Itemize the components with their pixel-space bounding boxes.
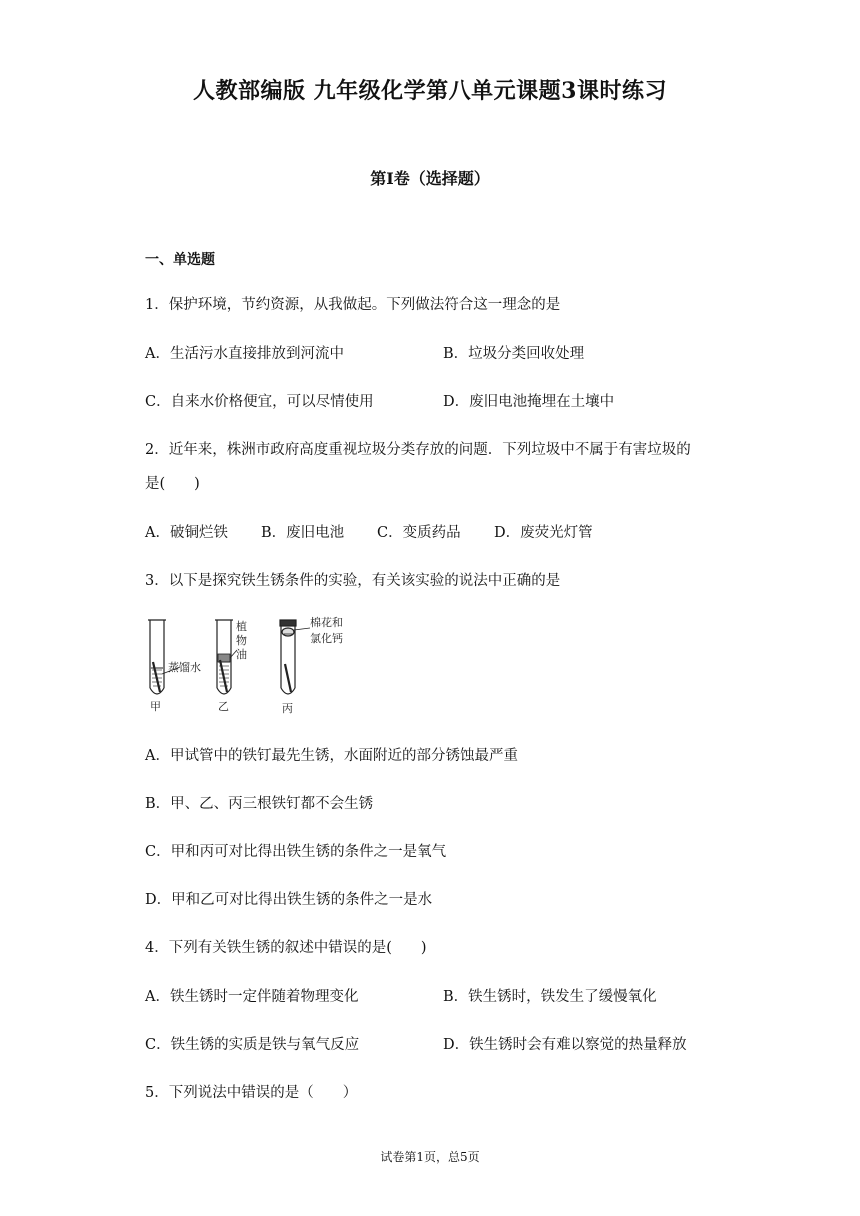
label-yi: 乙 [218,700,229,713]
question-2-stem: 2．近年来，株洲市政府高度重视垃圾分类存放的问题．下列垃圾中不属于有害垃圾的 [145,442,691,458]
question-3-option-d: D．甲和乙可对比得出铁生锈的条件之一是水 [145,892,433,908]
question-1-stem: 1．保护环境，节约资源，从我做起。下列做法符合这一理念的是 [145,297,561,313]
question-4-option-a: A．铁生锈时一定伴随着物理变化 [145,989,359,1005]
question-2-option-b: B．废旧电池 [261,525,345,541]
question-1-option-d: D．废旧电池掩埋在土壤中 [443,394,615,410]
rust-experiment-figure [140,614,370,716]
label-cotton-1: 棉花和 [310,616,343,629]
question-3-option-a: A．甲试管中的铁钉最先生锈，水面附近的部分锈蚀最严重 [145,748,518,764]
question-2-option-c: C．变质药品 [377,525,461,541]
label-vegetable-oil-1: 植 [236,620,247,633]
label-distilled-water: 蒸馏水 [168,661,201,674]
question-4-option-d: D．铁生锈时会有难以察觉的热量释放 [443,1037,687,1053]
page-title: 人教部编版 九年级化学第八单元课题3课时练习 [193,78,667,104]
question-1-option-c: C．自来水价格便宜，可以尽情使用 [145,394,374,410]
test-tube-bing [280,620,296,694]
page-footer: 试卷第1页，总5页 [380,1150,480,1164]
question-4-option-c: C．铁生锈的实质是铁与氧气反应 [145,1037,360,1053]
label-jia: 甲 [150,700,161,713]
question-2-option-a: A．破铜烂铁 [145,525,228,541]
label-vegetable-oil-3: 油 [236,648,247,661]
iron-nail-bing [285,664,291,692]
test-tube-jia [148,620,166,694]
label-bing: 丙 [282,702,293,715]
iron-nail-jia [153,662,160,692]
test-tube-yi [215,620,233,694]
section-heading: 一、单选题 [145,252,215,268]
question-2-stem-continued: 是( ) [145,476,200,492]
iron-nail-yi [220,660,227,692]
label-vegetable-oil-2: 物 [236,634,247,647]
question-1-option-a: A．生活污水直接排放到河流中 [145,346,344,362]
question-1-option-b: B．垃圾分类回收处理 [443,346,585,362]
question-3-stem: 3．以下是探究铁生锈条件的实验，有关该实验的说法中正确的是 [145,573,561,589]
volume-subtitle: 第I卷（选择题） [370,169,490,188]
question-3-option-b: B．甲、乙、丙三根铁钉都不会生锈 [145,796,374,812]
question-5-stem: 5．下列说法中错误的是（ ） [145,1085,358,1101]
question-2-option-d: D．废荧光灯管 [494,525,593,541]
question-4-stem: 4．下列有关铁生锈的叙述中错误的是( ) [145,940,427,956]
question-3-option-c: C．甲和丙可对比得出铁生锈的条件之一是氧气 [145,844,447,860]
label-cotton-2: 氯化钙 [310,632,343,645]
question-4-option-b: B．铁生锈时，铁发生了缓慢氧化 [443,989,657,1005]
